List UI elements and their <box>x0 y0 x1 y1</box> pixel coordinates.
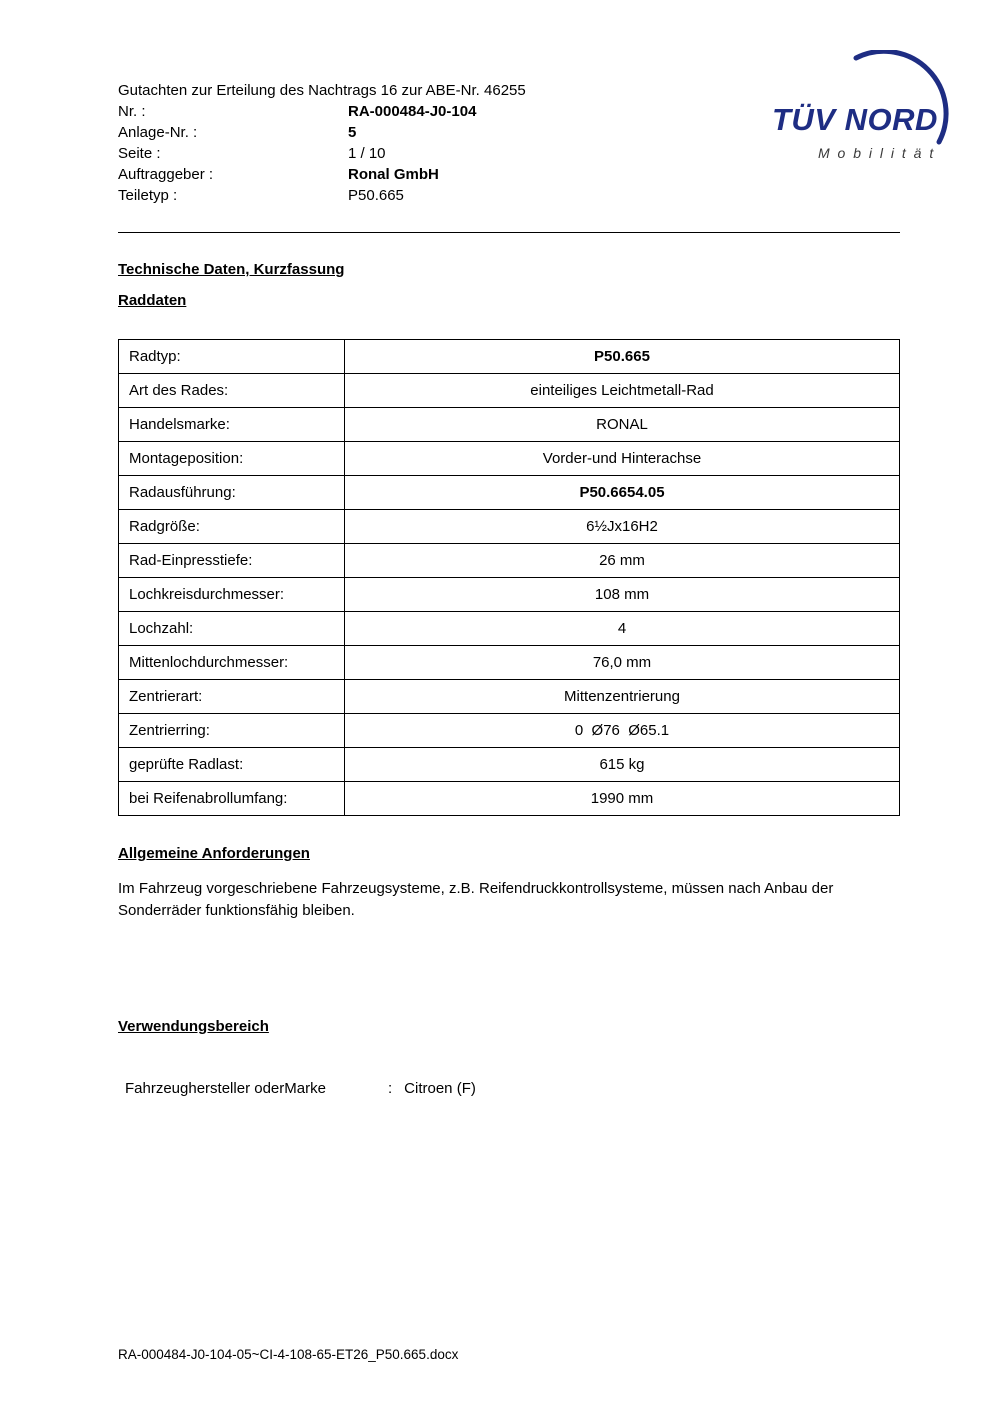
table-row <box>119 408 900 442</box>
table-label-cell: Rad-Einpresstiefe: <box>119 544 345 578</box>
table-value-cell: einteiliges Leichtmetall-Rad <box>345 374 900 408</box>
section-heading-allgemeine-anforderungen: Allgemeine Anforderungen <box>118 845 310 862</box>
footer-filename: RA-000484-J0-104-05~CI-4-108-65-ET26_P50.665.docx <box>118 1347 459 1362</box>
requirements-paragraph: Im Fahrzeug vorgeschriebene Fahrzeugsysteme, z.B. Reifendruckkontrollsysteme, müssen nach Anbau der Sonderräder funktionsfähig bleiben. <box>118 880 834 919</box>
table-value-cell: 615 kg <box>345 748 900 782</box>
vehicle-manufacturer-separator: : <box>388 1080 393 1097</box>
header-field-label: Auftraggeber : <box>118 166 214 183</box>
table-label-cell: Radtyp: <box>119 340 345 374</box>
header-field-teiletyp <box>118 185 900 206</box>
table-label-cell: geprüfte Radlast: <box>119 748 345 782</box>
header-field-value: 5 <box>348 124 357 141</box>
section-heading-technische-daten: Technische Daten, Kurzfassung <box>118 261 345 278</box>
header-field-value: Ronal GmbH <box>348 166 439 183</box>
table-value-cell: RONAL <box>345 408 900 442</box>
table-label-cell: Mittenlochdurchmesser: <box>119 646 345 680</box>
header-field-value: P50.665 <box>348 187 404 204</box>
table-value-cell: 76,0 mm <box>345 646 900 680</box>
header-field-auftraggeber <box>118 164 900 185</box>
table-row <box>119 782 900 816</box>
table-row <box>119 374 900 408</box>
header-field-anlage <box>118 122 900 143</box>
header-divider <box>118 232 900 233</box>
table-value-cell: 4 <box>345 612 900 646</box>
table-value-cell: Mittenzentrierung <box>345 680 900 714</box>
table-label-cell: Lochkreisdurchmesser: <box>119 578 345 612</box>
header-field-nr <box>118 101 900 122</box>
table-row <box>119 612 900 646</box>
section-heading-verwendungsbereich: Verwendungsbereich <box>118 1018 269 1035</box>
table-row <box>119 340 900 374</box>
header-field-label: Seite : <box>118 145 161 162</box>
table-label-cell: Zentrierart: <box>119 680 345 714</box>
document-content <box>118 80 900 1099</box>
table-label-cell: Montageposition: <box>119 442 345 476</box>
header-field-label: Anlage-Nr. : <box>118 124 198 141</box>
table-label-cell: Lochzahl: <box>119 612 345 646</box>
vehicle-manufacturer-label: Fahrzeughersteller oderMarke <box>125 1080 326 1097</box>
table-label-cell: Radausführung: <box>119 476 345 510</box>
table-label-cell: Handelsmarke: <box>119 408 345 442</box>
table-row <box>119 748 900 782</box>
table-value-cell: P50.665 <box>345 340 900 374</box>
table-label-cell: bei Reifenabrollumfang: <box>119 782 345 816</box>
header-field-label: Nr. : <box>118 103 146 120</box>
table-value-cell: 6½Jx16H2 <box>345 510 900 544</box>
section-heading-raddaten: Raddaten <box>118 292 187 309</box>
table-row <box>119 544 900 578</box>
table-row <box>119 510 900 544</box>
vehicle-manufacturer-value: Citroen (F) <box>404 1080 476 1097</box>
table-label-cell: Radgröße: <box>119 510 345 544</box>
table-value-cell: Vorder-und Hinterachse <box>345 442 900 476</box>
logo-subtitle: M o b i l i t ä t <box>818 145 936 161</box>
table-value-cell: 0 Ø76 Ø65.1 <box>345 714 900 748</box>
header-field-seite <box>118 143 900 164</box>
table-row <box>119 442 900 476</box>
header-field-value: 1 / 10 <box>348 145 386 162</box>
logo-text: TÜV NORD <box>772 102 938 137</box>
raddaten-table <box>118 339 900 816</box>
table-row <box>119 578 900 612</box>
table-row <box>119 714 900 748</box>
table-value-cell: 26 mm <box>345 544 900 578</box>
table-value-cell: P50.6654.05 <box>345 476 900 510</box>
table-label-cell: Art des Rades: <box>119 374 345 408</box>
table-value-cell: 1990 mm <box>345 782 900 816</box>
table-row <box>119 476 900 510</box>
table-row <box>119 646 900 680</box>
header-title: Gutachten zur Erteilung des Nachtrags 16 zur ABE-Nr. 46255 <box>118 82 526 99</box>
vehicle-manufacturer-line <box>118 1078 900 1099</box>
header-field-label: Teiletyp : <box>118 187 178 204</box>
table-value-cell: 108 mm <box>345 578 900 612</box>
table-label-cell: Zentrierring: <box>119 714 345 748</box>
header-field-value: RA-000484-J0-104 <box>348 103 477 120</box>
table-row <box>119 680 900 714</box>
